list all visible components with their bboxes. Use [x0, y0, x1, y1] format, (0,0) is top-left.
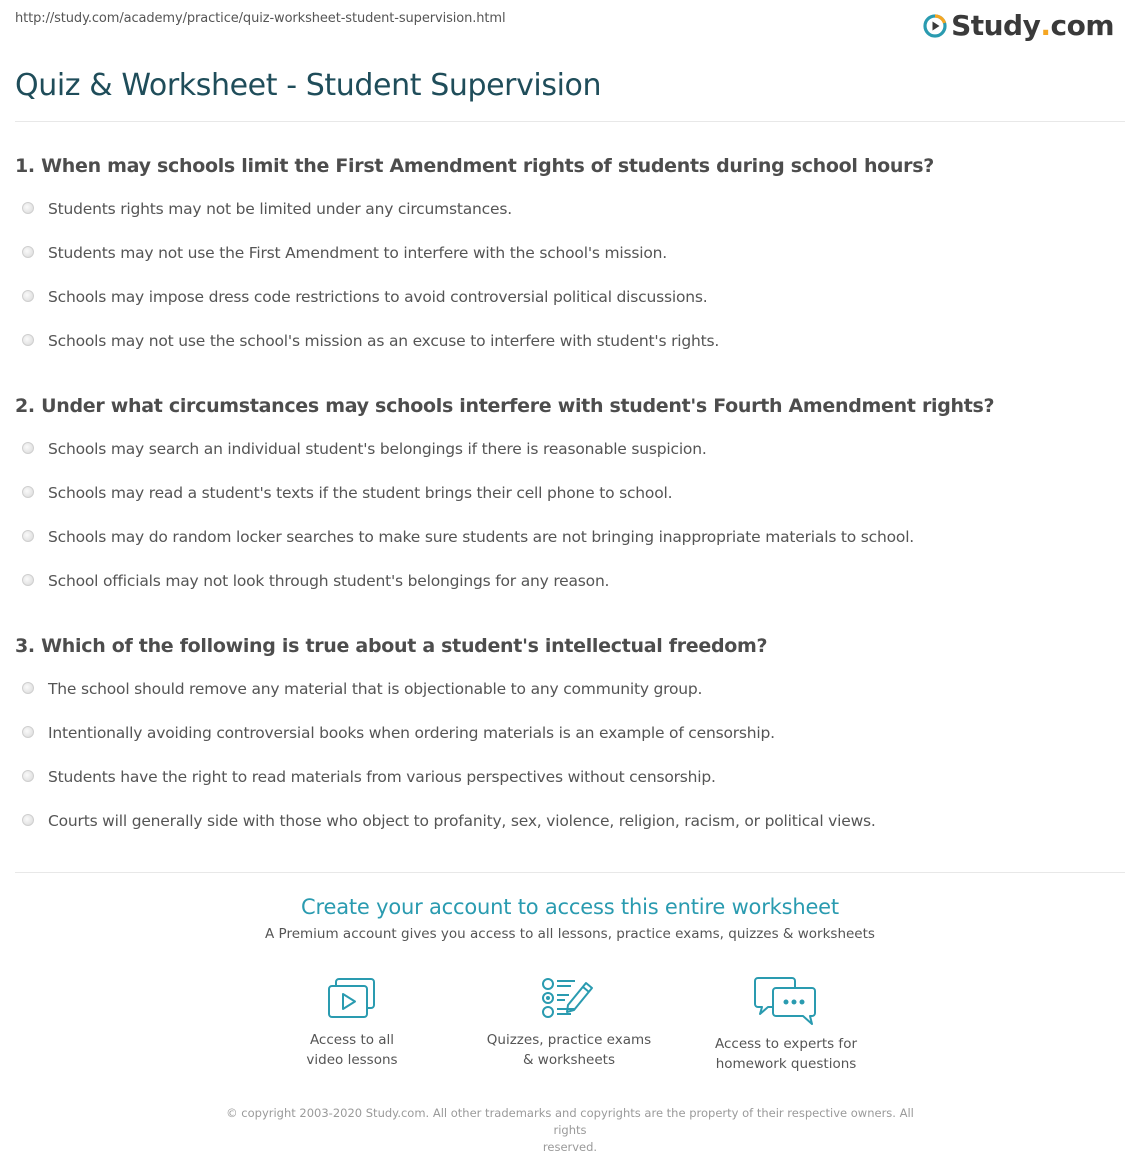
- play-circle-logo-icon: [923, 14, 947, 38]
- radio-button[interactable]: [22, 682, 34, 694]
- q2-option-2[interactable]: [22, 484, 672, 502]
- radio-button[interactable]: [22, 726, 34, 738]
- radio-button[interactable]: [22, 574, 34, 586]
- create-account-link[interactable]: Create your account to access this entire worksheet: [301, 895, 839, 919]
- question-3: 3. Which of the following is true about a student's intellectual freedom?: [15, 635, 768, 657]
- option-label: The school should remove any material that is objectionable to any community group.: [48, 680, 703, 698]
- copyright-footer: [210, 1105, 930, 1156]
- logo-text-tld: com: [1050, 9, 1114, 42]
- q1-option-3[interactable]: [22, 288, 707, 306]
- feature-label-line1: Access to experts for: [714, 1036, 857, 1052]
- cta-subtitle: A Premium account gives you access to all lessons, practice exams, quizzes & worksheets: [265, 926, 875, 942]
- feature-label-line2: homework questions: [715, 1056, 857, 1072]
- q2-option-4[interactable]: [22, 572, 609, 590]
- study-logo[interactable]: [923, 9, 1114, 42]
- option-label: Schools may read a student's texts if the student brings their cell phone to school.: [48, 484, 673, 502]
- radio-button[interactable]: [22, 202, 34, 214]
- feature-label-line2: video lessons: [306, 1052, 398, 1068]
- copyright-line-2: reserved.: [542, 1140, 598, 1154]
- option-label: Courts will generally side with those who object to profanity, sex, violence, religion, racism, or political views.: [48, 812, 876, 830]
- feature-quizzes: [469, 976, 669, 1070]
- radio-button[interactable]: [22, 334, 34, 346]
- option-label: Students have the right to read materials from various perspectives without censorship.: [48, 768, 716, 786]
- radio-button[interactable]: [22, 442, 34, 454]
- q1-option-4[interactable]: [22, 332, 719, 350]
- feature-experts: [686, 976, 886, 1074]
- copyright-line-1: © copyright 2003-2020 Study.com. All other trademarks and copyrights are the property of their respective owners. All rights: [226, 1106, 914, 1137]
- title-divider: [15, 121, 1125, 122]
- option-label: Intentionally avoiding controversial books when ordering materials is an example of censorship.: [48, 724, 775, 742]
- feature-video-lessons: [252, 976, 452, 1070]
- option-label: Schools may impose dress code restrictions to avoid controversial political discussions.: [48, 288, 708, 306]
- option-label: Schools may not use the school's mission as an excuse to interfere with student's rights.: [48, 332, 720, 350]
- feature-label-line2: & worksheets: [522, 1052, 615, 1068]
- feature-label-line1: Access to all: [309, 1032, 395, 1048]
- q1-option-2[interactable]: [22, 244, 667, 262]
- radio-button[interactable]: [22, 530, 34, 542]
- option-label: Schools may search an individual student's belongings if there is reasonable suspicion.: [48, 440, 707, 458]
- option-label: Schools may do random locker searches to make sure students are not bringing inappropriate materials to school.: [48, 528, 915, 546]
- radio-button[interactable]: [22, 290, 34, 302]
- radio-button[interactable]: [22, 770, 34, 782]
- radio-button[interactable]: [22, 486, 34, 498]
- q1-option-1[interactable]: [22, 200, 512, 218]
- feature-label-line1: Quizzes, practice exams: [486, 1032, 652, 1048]
- chat-bubbles-icon: [754, 976, 818, 1026]
- option-label: Students rights may not be limited under any circumstances.: [48, 200, 512, 218]
- radio-button[interactable]: [22, 814, 34, 826]
- q3-option-3[interactable]: [22, 768, 716, 786]
- video-lessons-icon: [326, 976, 378, 1022]
- option-label: Students may not use the First Amendment to interfere with the school's mission.: [48, 244, 667, 262]
- q2-option-1[interactable]: [22, 440, 707, 458]
- q2-option-3[interactable]: [22, 528, 914, 546]
- question-1: 1. When may schools limit the First Amendment rights of students during school hours?: [15, 155, 934, 177]
- q3-option-2[interactable]: [22, 724, 775, 742]
- page-title: Quiz & Worksheet - Student Supervision: [15, 68, 602, 103]
- question-2: 2. Under what circumstances may schools interfere with student's Fourth Amendment rights?: [15, 395, 995, 417]
- logo-text-main: Study: [951, 9, 1041, 42]
- option-label: School officials may not look through student's belongings for any reason.: [48, 572, 610, 590]
- cta-divider: [15, 872, 1125, 873]
- page-url: http://study.com/academy/practice/quiz-worksheet-student-supervision.html: [15, 11, 506, 26]
- quiz-checklist-icon: [541, 976, 597, 1022]
- q3-option-4[interactable]: [22, 812, 876, 830]
- radio-button[interactable]: [22, 246, 34, 258]
- q3-option-1[interactable]: [22, 680, 702, 698]
- logo-dot: .: [1040, 9, 1051, 42]
